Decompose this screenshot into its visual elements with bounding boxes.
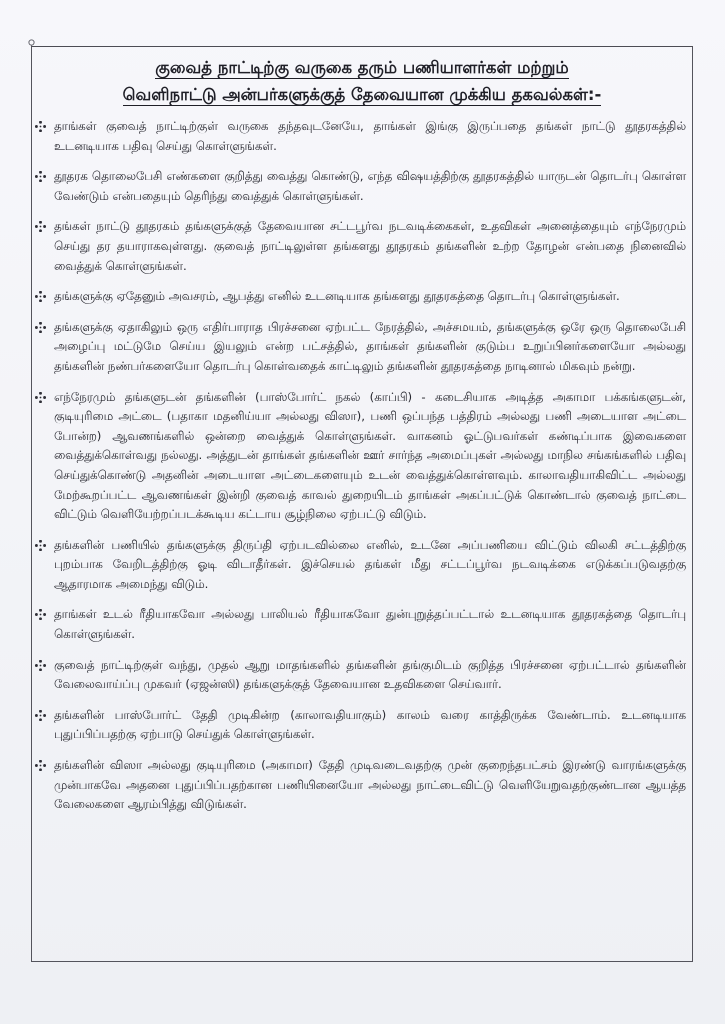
bullet-text: தங்களின் விஸா அல்லது குடியுரிமை (அகாமா) தேதி முடிவடைவதற்கு முன் குறைந்தபட்சம் இரண்டு வாரங்களுக்கு முன்பாகவே அதனை புதுப்பிப்பதற்கான பணியினையோ அல்லது நாட்டைவிட்டு வெளியேறுவதற்குண்டான ஆயத்த வேலைகளை ஆரம்பித்து விடுங்கள். xyxy=(54,758,686,812)
title-line-2: வெளிநாட்டு அன்பர்களுக்குத் தேவையான முக்கிய தகவல்கள்:- xyxy=(122,85,602,104)
diamond-bullet-icon xyxy=(35,760,46,771)
list-item xyxy=(34,656,686,695)
bullet-text: தங்களுக்கு ஏதேனும் அவசரம், ஆபத்து எனில் உடனடியாக தங்களது தூதரகத்தை தொடர்பு கொள்ளுங்கள். xyxy=(54,289,620,304)
diamond-bullet-icon xyxy=(35,660,46,671)
bullet-text: தங்களின் பணியில் தங்களுக்கு திருப்தி ஏற்படவில்லை எனில், உடனே அப்பணியை விட்டும் விலகி சட்டத்திற்கு புறம்பாக வேறிடத்திற்கு ஓடி விடாதீர்கள். இச்செயல் தங்கள் மீது சட்டப்பூர்வ நடவடிக்கை எடுக்கப்படுவதற்கு ஆதாரமாக அமைந்து விடும். xyxy=(54,537,686,591)
bullet-text: குவைத் நாட்டிற்குள் வந்து, முதல் ஆறு மாதங்களில் தங்களின் தங்குமிடம் குறித்த பிரச்சனை ஏற்பட்டால் தங்களின் வேலைவாய்ப்பு முகவர் (ஏஜன்ஸி) தங்களுக்குத் தேவையான உதவிகளை செய்வார். xyxy=(54,657,686,692)
title-line-1: குவைத் நாட்டிற்கு வருகை தரும் பணியாளர்கள் மற்றும் xyxy=(155,58,569,77)
bullet-text: தூதரக தொலைபேசி எண்களை குறித்து வைத்து கொண்டு, எந்த விஷயத்திற்கு தூதரகத்தில் யாருடன் தொடர்பு கொள்ள வேண்டும் என்பதையும் தெரிந்து வைத்துக் கொள்ளுங்கள். xyxy=(54,169,686,203)
diamond-bullet-icon xyxy=(35,322,46,333)
list-item xyxy=(34,117,686,156)
list-item xyxy=(34,388,686,525)
bullet-text: தங்களுக்கு ஏதாகிலும் ஒரு எதிர்பாராத பிரச்சனை ஏற்பட்ட நேரத்தில், அச்சமயம், தங்களுக்கு ஒரே ஒரு தொலைபேசி அழைப்பு மட்டுமே செய்ய இயலும் என்ற பட்சத்தில், தாங்கள் தங்களின் குடும்ப உறுப்பினர்களையோ அல்லது தங்களின் நண்பர்களையோ தொடர்பு கொள்வதைக் காட்டிலும் தங்களின் தூதரகத்தை நாடினால் மிகவும் நன்று. xyxy=(54,319,686,373)
bullet-text: தங்களின் பாஸ்போர்ட் தேதி முடிகின்ற (காலாவதியாகும்) காலம் வரை காத்திருக்க வேண்டாம். உடனடியாக புதுப்பிப்பதற்கு ஏற்பாடு செய்துக் கொள்ளுங்கள். xyxy=(54,707,686,742)
diamond-bullet-icon xyxy=(35,540,46,551)
bullet-text: தாங்கள் குவைத் நாட்டிற்குள் வருகை தந்தவுடனேயே, தாங்கள் இங்கு இருப்பதை தங்கள் நாட்டு தூதரகத்தில் உடனடியாக பதிவு செய்து கொள்ளுங்கள். xyxy=(54,119,686,153)
diamond-bullet-icon xyxy=(35,392,46,403)
bullet-text: எந்நேரமும் தங்களுடன் தங்களின் (பாஸ்போர்ட் நகல் (காப்பி) - கடைசியாக அடித்த அகாமா பக்கங்களுடன், குடியுரிமை அட்டை (பதாகா மதனிய்யா அல்லது விஸா), பணி ஒப்பந்த பத்திரம் அல்லது பணி அடையாள அட்டை போன்ற) ஆவணங்களில் ஒன்றை வைத்துக் கொள்ளுங்கள். வாகனம் ஓட்டுபவர்கள் கண்டிப்பாக இவைகளை வைத்துக்கொள்வது நல்லது. அத்துடன் தாங்கள் தங்களின் ஊர் சார்ந்த அமைப்புகள் அல்லது மாநில சங்கங்களில் பதிவு செய்துக்கொண்டு அதனின் அடையாள அட்டைகளையும் உடன் வைத்துக்கொள்ளவும். காலாவதியாகிவிட்ட அல்லது மேற்கூறப்பட்ட ஆவணங்கள் இன்றி குவைத் காவல் துறையிடம் தாங்கள் அகப்பட்டுக் கொண்டால் குவைத் நாட்டை விட்டும் வெளியேற்றப்படக்கூடிய கட்டாய சூழ்நிலை ஏற்பட்டு விடும். xyxy=(54,389,686,522)
diamond-bullet-icon xyxy=(35,710,46,721)
bullet-text: தங்கள் நாட்டு தூதரகம் தங்களுக்குத் தேவையான சட்டபூர்வ நடவடிக்கைகள், உதவிகள் அனைத்தையும் எந்நேரமும் செய்து தர தயாராகவுள்ளது. குவைத் நாட்டிலுள்ள தங்களது தூதரகம் தங்களின் உற்ற தோழன் என்பதை நினைவில் வைத்துக் கொள்ளுங்கள். xyxy=(54,219,686,273)
list-item xyxy=(34,756,686,815)
diamond-bullet-icon xyxy=(35,291,46,302)
list-item xyxy=(34,167,686,206)
diamond-bullet-icon xyxy=(35,121,46,132)
list-item xyxy=(34,706,686,745)
list-item xyxy=(34,318,686,377)
list-item xyxy=(34,605,686,644)
diamond-bullet-icon xyxy=(35,609,46,620)
bullet-list xyxy=(34,117,686,826)
list-item xyxy=(34,217,686,276)
bullet-text: தாங்கள் உடல் ரீதியாகவோ அல்லது பாலியல் ரீதியாகவோ துன்புறுத்தப்பட்டால் உடனடியாக தூதரகத்தை தொடர்பு கொள்ளுங்கள். xyxy=(54,607,686,642)
diamond-bullet-icon xyxy=(35,221,46,232)
list-item xyxy=(34,287,686,307)
diamond-bullet-icon xyxy=(35,171,46,182)
document-title xyxy=(34,54,690,108)
list-item xyxy=(34,536,686,595)
